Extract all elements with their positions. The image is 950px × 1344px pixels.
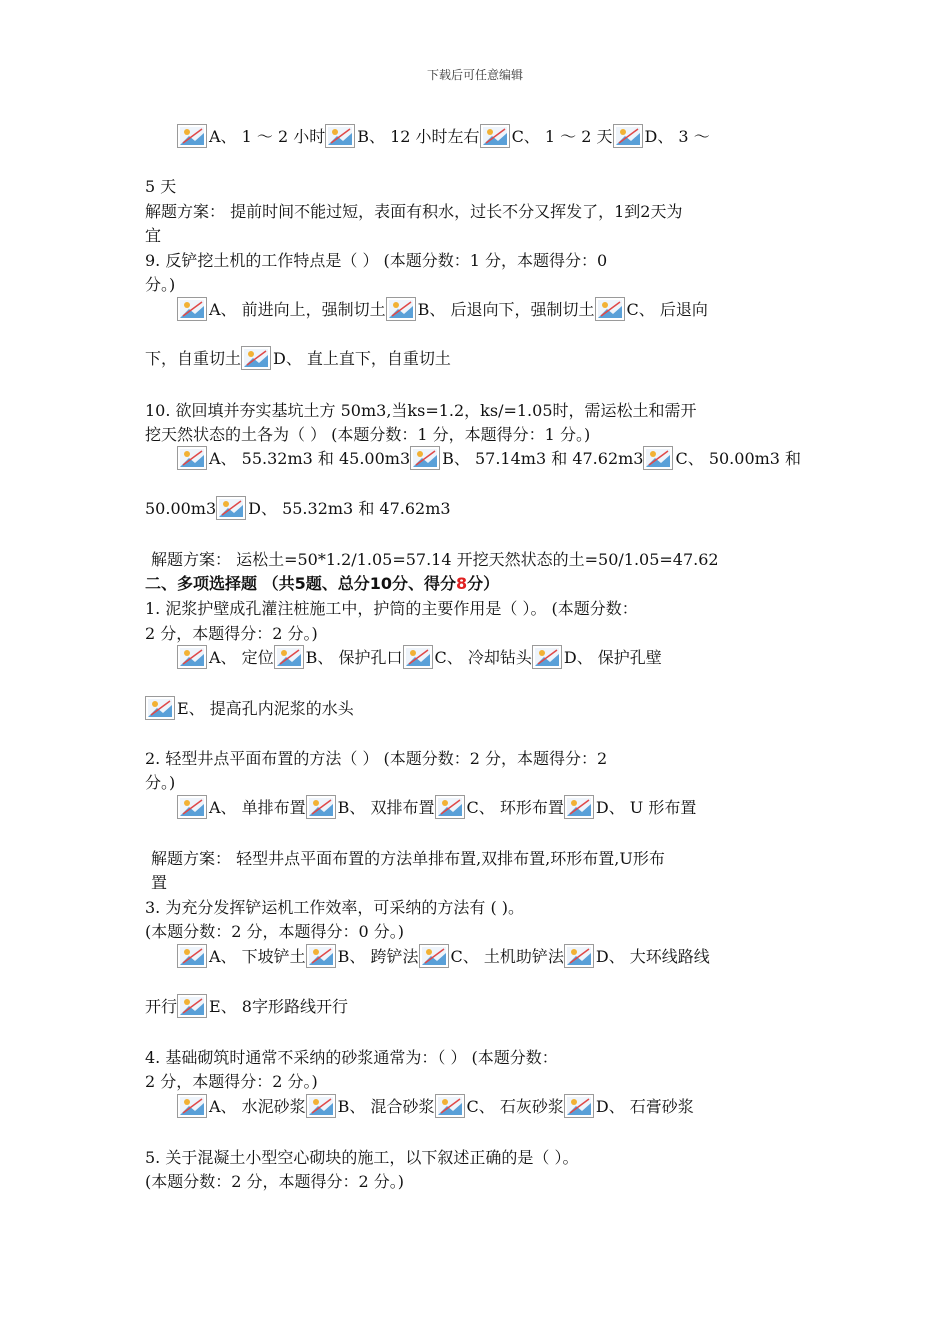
option-label: D、 3 ～: [644, 127, 710, 146]
option-a[interactable]: [177, 944, 306, 968]
option-label: D、 U 形布置: [595, 798, 697, 817]
broken-image-icon: [177, 645, 207, 669]
broken-image-icon: [564, 795, 594, 819]
m1-question: 1. 泥浆护壁成孔灌注桩施工中，护筒的主要作用是（ ）。 (本题分数：: [145, 599, 638, 618]
m5-question: 5. 关于混凝土小型空心砌块的施工，以下叙述正确的是（ ）。: [145, 1148, 579, 1167]
option-b[interactable]: [306, 1094, 435, 1118]
m3-options: [177, 944, 710, 968]
m3-options-cont: [145, 994, 348, 1018]
broken-image-icon: [145, 696, 175, 720]
broken-image-icon: [306, 944, 336, 968]
option-c[interactable]: [643, 446, 801, 470]
option-label-cont: 开行: [145, 997, 178, 1016]
m1-options: [177, 645, 662, 669]
broken-image-icon: [274, 645, 304, 669]
q8-option-cont: 5 天: [145, 177, 177, 196]
broken-image-icon: [177, 124, 207, 148]
option-label: C、 石灰砂浆: [466, 1097, 564, 1116]
option-label: C、 冷却钻头: [434, 648, 532, 667]
q10-question: 10. 欲回填并夯实基坑土方 50m3,当ks=1.2，ks/=1.05时，需运松土和需开: [145, 401, 697, 420]
m1-question-cont: 2 分，本题得分：2 分。): [145, 624, 318, 643]
option-c[interactable]: [480, 124, 613, 148]
option-d[interactable]: [216, 496, 450, 520]
q9-question-cont: 分。): [145, 275, 176, 294]
broken-image-icon: [613, 124, 643, 148]
broken-image-icon: [643, 446, 673, 470]
option-label-cont: 50.00m3: [145, 499, 217, 518]
option-c[interactable]: [419, 944, 564, 968]
option-b[interactable]: [306, 795, 435, 819]
option-b[interactable]: [325, 124, 479, 148]
broken-image-icon: [564, 1094, 594, 1118]
option-label: B、 跨铲法: [337, 947, 419, 966]
option-label: B、 57.14m3 和 47.62m3: [442, 449, 644, 468]
option-label: B、 12 小时左右: [357, 127, 480, 146]
m2-solution: 解题方案： 轻型井点平面布置的方法单排布置,双排布置,环形布置,U形布: [151, 849, 665, 868]
broken-image-icon: [177, 446, 207, 470]
broken-image-icon: [241, 346, 271, 370]
broken-image-icon: [177, 994, 207, 1018]
broken-image-icon: [419, 944, 449, 968]
broken-image-icon: [435, 1094, 465, 1118]
broken-image-icon: [595, 297, 625, 321]
broken-image-icon: [306, 795, 336, 819]
option-label: E、 8字形路线开行: [209, 997, 348, 1016]
option-c[interactable]: [595, 297, 708, 321]
broken-image-icon: [386, 297, 416, 321]
m4-question-cont: 2 分，本题得分：2 分。): [145, 1072, 318, 1091]
q10-solution: 解题方案： 运松土=50*1.2/1.05=57.14 开挖天然状态的土=50/1.05=47.62: [151, 550, 719, 569]
option-label: A、 单排布置: [209, 798, 306, 817]
option-label: B、 双排布置: [337, 798, 435, 817]
broken-image-icon: [564, 944, 594, 968]
broken-image-icon: [177, 297, 207, 321]
m1-options-cont: [145, 696, 354, 720]
option-e[interactable]: [177, 994, 348, 1018]
broken-image-icon: [435, 795, 465, 819]
section-header: [145, 573, 499, 595]
option-c[interactable]: [435, 1094, 564, 1118]
q10-options: [177, 446, 801, 470]
option-c[interactable]: [435, 795, 564, 819]
option-label: C、 50.00m3 和: [675, 449, 802, 468]
option-label: A、 1 ～ 2 小时: [209, 127, 326, 146]
option-label: C、 1 ～ 2 天: [511, 127, 613, 146]
option-label: B、 混合砂浆: [337, 1097, 435, 1116]
m4-options: [177, 1094, 694, 1118]
page-header: 下载后可任意编辑: [426, 68, 523, 82]
q9-options-cont: [145, 346, 451, 370]
option-a[interactable]: [177, 124, 325, 148]
option-label: D、 大环线路线: [595, 947, 710, 966]
q10-options-cont: [145, 496, 451, 520]
broken-image-icon: [177, 795, 207, 819]
option-label: A、 前进向上，强制切土: [209, 300, 386, 319]
q8-solution-cont: 宜: [145, 226, 162, 245]
option-a[interactable]: [177, 1094, 306, 1118]
broken-image-icon: [325, 124, 355, 148]
option-label: A、 55.32m3 和 45.00m3: [209, 449, 411, 468]
option-label: C、 土机助铲法: [450, 947, 564, 966]
option-d[interactable]: [564, 944, 710, 968]
option-d[interactable]: [564, 1094, 694, 1118]
m4-question: 4. 基础砌筑时通常不采纳的砂浆通常为：（ ） (本题分数：: [145, 1048, 558, 1067]
option-label: A、 水泥砂浆: [209, 1097, 306, 1116]
option-label: C、 后退向: [626, 300, 708, 319]
option-b[interactable]: [410, 446, 643, 470]
option-e[interactable]: [145, 696, 354, 720]
option-label: C、 环形布置: [466, 798, 564, 817]
option-label: D、 55.32m3 和 47.62m3: [248, 499, 451, 518]
m3-question: 3. 为充分发挥铲运机工作效率，可采纳的方法有 ( )。: [145, 898, 525, 917]
q9-question: 9. 反铲挖土机的工作特点是（ ） (本题分数：1 分，本题得分：0: [145, 251, 608, 270]
option-label: D、 石膏砂浆: [595, 1097, 694, 1116]
broken-image-icon: [216, 496, 246, 520]
broken-image-icon: [403, 645, 433, 669]
option-label: D、 直上直下，自重切土: [273, 349, 451, 368]
option-a[interactable]: [177, 795, 306, 819]
option-d[interactable]: [613, 124, 710, 148]
q8-solution: 解题方案： 提前时间不能过短，表面有积水，过长不分又挥发了，1到2天为: [145, 202, 683, 221]
option-label: B、 保护孔口: [305, 648, 403, 667]
broken-image-icon: [306, 1094, 336, 1118]
section-title: 二、多项选择题 （共5题、总分10分、得分: [145, 574, 456, 593]
m2-question-cont: 分。): [145, 773, 176, 792]
section-title-suffix: 分）: [467, 574, 500, 593]
option-b[interactable]: [306, 944, 419, 968]
option-label: A、 下坡铲土: [209, 947, 306, 966]
option-c[interactable]: [403, 645, 532, 669]
option-b[interactable]: [386, 297, 595, 321]
broken-image-icon: [177, 944, 207, 968]
m2-question: 2. 轻型井点平面布置的方法（ ） (本题分数：2 分，本题得分：2: [145, 749, 608, 768]
m2-solution-cont: 置: [151, 873, 168, 892]
broken-image-icon: [480, 124, 510, 148]
q10-question-cont: 挖天然状态的土各为（ ） (本题分数：1 分，本题得分：1 分。): [145, 425, 591, 444]
option-label: E、 提高孔内泥浆的水头: [177, 699, 354, 718]
option-label: A、 定位: [209, 648, 274, 667]
option-b[interactable]: [274, 645, 403, 669]
option-a[interactable]: [177, 297, 386, 321]
m5-question-cont: (本题分数：2 分，本题得分：2 分。): [145, 1172, 405, 1191]
m2-options: [177, 795, 696, 819]
option-d[interactable]: [532, 645, 662, 669]
q8-options: [177, 124, 710, 148]
score-earned: 8: [455, 574, 468, 593]
q9-options: [177, 297, 708, 321]
option-a[interactable]: [177, 645, 274, 669]
broken-image-icon: [177, 1094, 207, 1118]
option-label-cont: 下，自重切土: [145, 349, 242, 368]
option-d[interactable]: [564, 795, 697, 819]
option-label: B、 后退向下，强制切土: [417, 300, 595, 319]
option-a[interactable]: [177, 446, 410, 470]
option-d[interactable]: [241, 346, 451, 370]
broken-image-icon: [410, 446, 440, 470]
broken-image-icon: [532, 645, 562, 669]
option-label: D、 保护孔壁: [563, 648, 662, 667]
m3-question-cont: (本题分数：2 分，本题得分：0 分。): [145, 922, 405, 941]
